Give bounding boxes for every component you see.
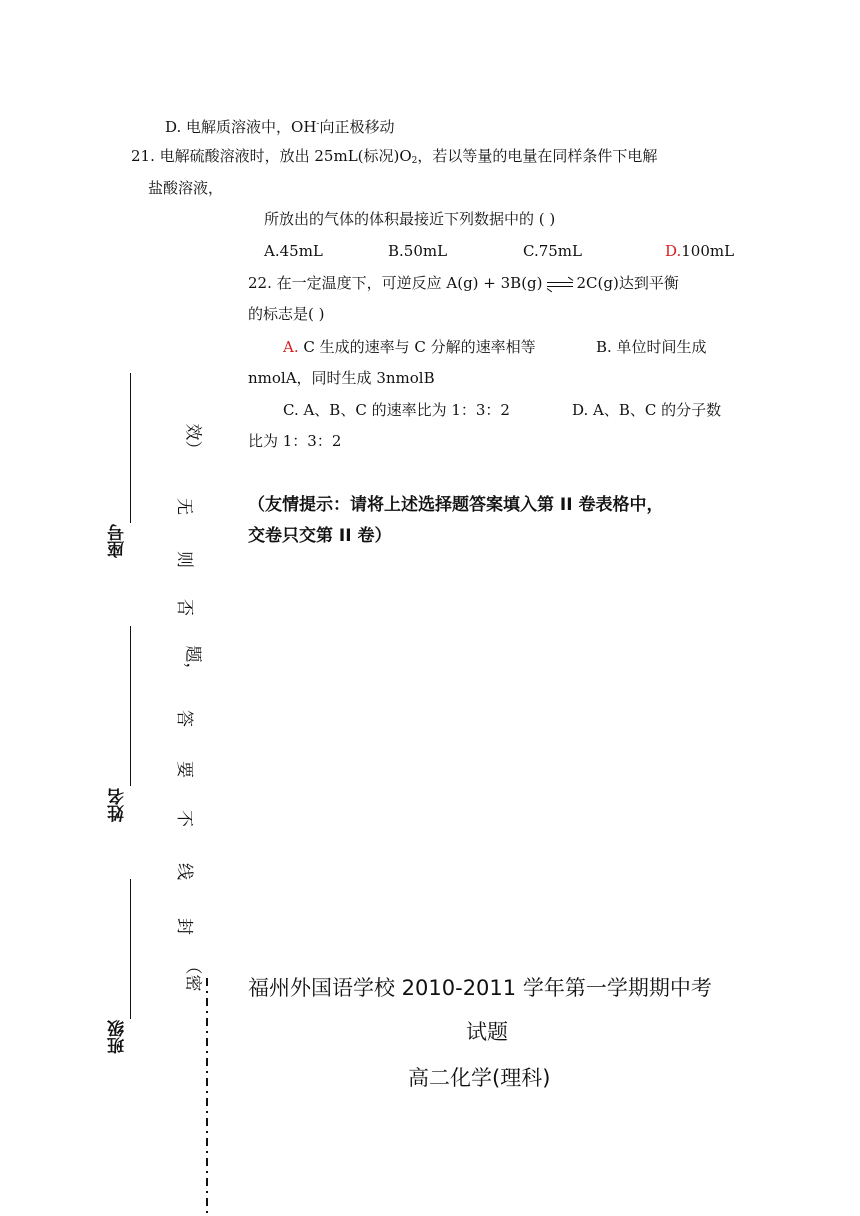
q22-option-d: D. A、B、C 的分子数	[572, 401, 722, 419]
name-label: 姓名	[108, 788, 128, 822]
class-underline	[130, 879, 131, 1019]
paper-title-line1: 福州外国语学校 2010-2011 学年第一学期期中考	[248, 976, 712, 1000]
seat-label: 座号	[108, 524, 128, 558]
seal-char-11: （密	[182, 957, 203, 992]
paper-title-line2: 试题	[466, 1020, 508, 1044]
equilibrium-arrow-icon	[547, 279, 573, 289]
name-underline	[130, 626, 131, 786]
answer-tip-line2: 交卷只交第 II 卷）	[248, 526, 392, 546]
binding-dash-line	[206, 978, 208, 1214]
q22-option-b: B. 单位时间生成	[596, 338, 707, 356]
q21-stem-line3: 所放出的气体的体积最接近下列数据中的 ( )	[264, 210, 556, 228]
q22-stem-line2: 的标志是( )	[248, 305, 325, 323]
q21-option-b: B.50mL	[388, 242, 448, 260]
answer-tip-line1: （友情提示：请将上述选择题答案填入第 II 卷表格中，	[248, 495, 664, 515]
seal-char-2: 无	[174, 498, 194, 515]
seal-char-7: 要	[174, 761, 194, 778]
q22-stem-line1: 22. 在一定温度下，可逆反应 A(g) + 3B(g) 2C(g)达到平衡	[248, 274, 679, 292]
seal-char-4: 否	[174, 599, 194, 616]
q22-option-d-cont: 比为 1：3：2	[248, 432, 342, 450]
paper-subtitle: 高二化学(理科)	[408, 1066, 551, 1090]
seal-char-3: 则	[174, 551, 194, 568]
seal-char-1: 效）	[182, 423, 203, 458]
q22-option-b-cont: nmolA，同时生成 3nmolB	[248, 369, 435, 387]
seal-char-10: 封	[174, 918, 194, 935]
q21-option-a: A.45mL	[264, 242, 323, 260]
class-label: 班级	[108, 1020, 128, 1054]
seal-char-5: 题，	[182, 645, 203, 680]
q21-option-c: C.75mL	[523, 242, 582, 260]
q21-stem-line1: 21. 电解硫酸溶液时，放出 25mL(标况)$O_2$，若以等量的电量在同样条件下电解	[131, 147, 658, 166]
seal-char-9: 线	[174, 863, 194, 880]
q22-option-a: A. C 生成的速率与 C 分解的速率相等	[283, 338, 536, 356]
q20-option-d: D. 电解质溶液中，OH-向正极移动	[165, 118, 395, 136]
q21-stem-line2: 盐酸溶液，	[148, 179, 224, 197]
seal-char-6: 答	[174, 710, 194, 727]
seat-underline	[130, 373, 131, 523]
seal-char-8: 不	[174, 810, 194, 827]
q21-option-d: D.100mL	[665, 242, 735, 260]
q22-option-c: C. A、B、C 的速率比为 1：3：2	[283, 401, 510, 419]
